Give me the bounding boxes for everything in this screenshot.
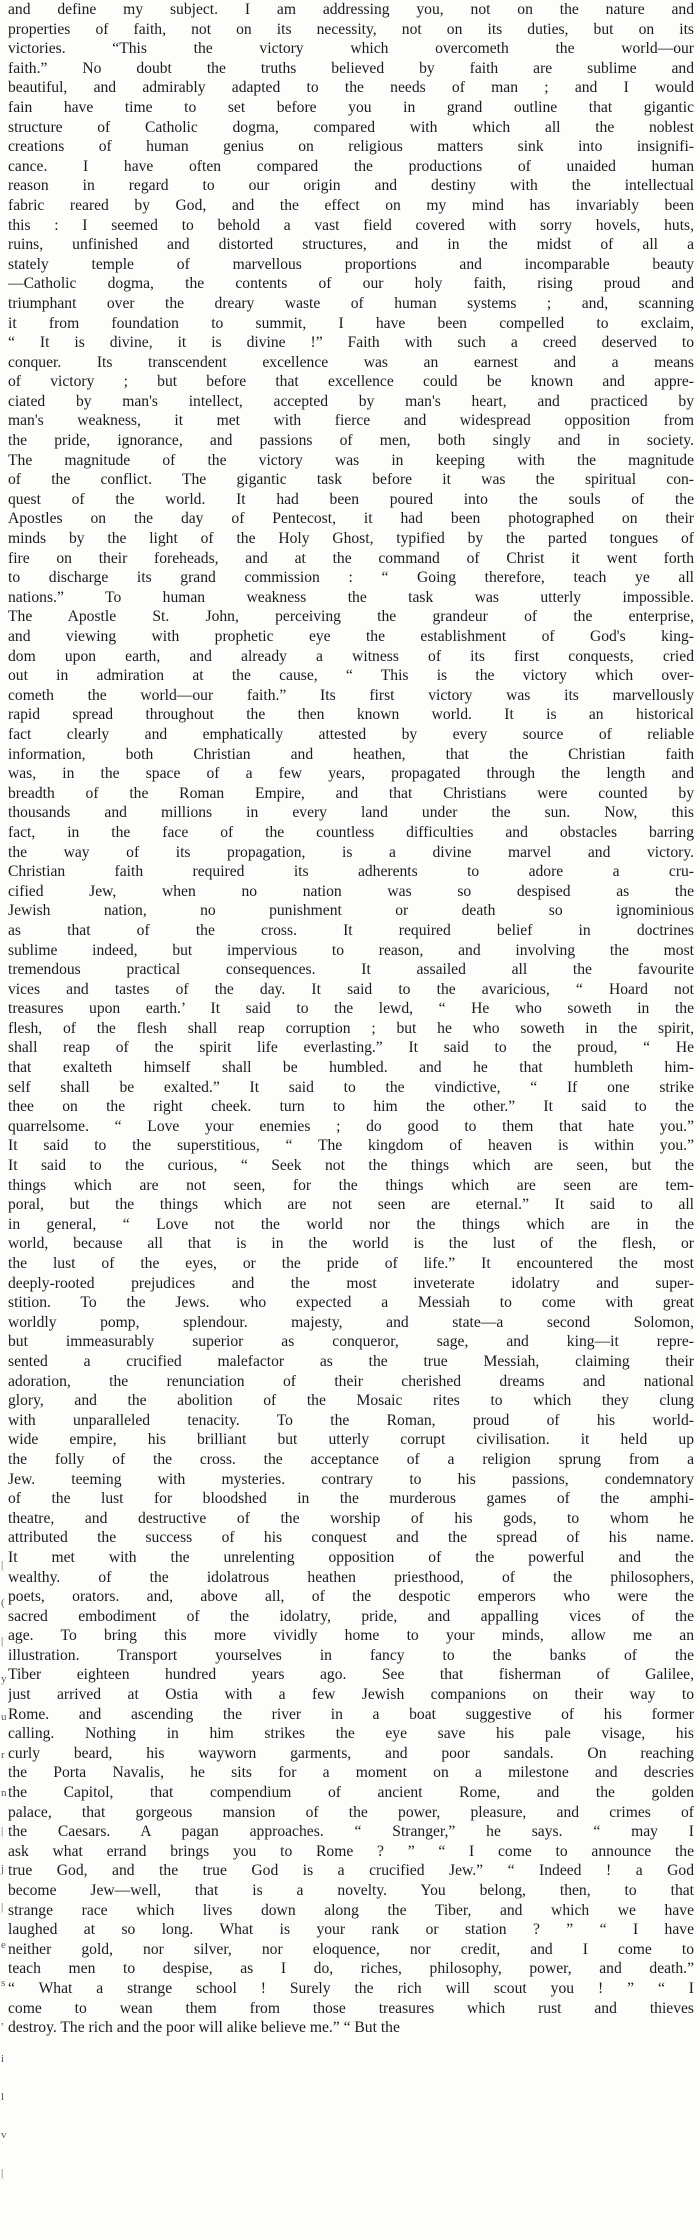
text-line: laughed at so long. What is your rank or station ? ” “ I have (8, 1921, 694, 1939)
text-line: deeply-rooted prejudices and the most inveterate idolatry and super- (8, 1274, 694, 1292)
gutter-fragment: j (1, 1863, 5, 1875)
text-line: teach men to despise, as I do, riches, philosophy, power, and death.” (8, 1960, 694, 1978)
text-line: poral, but the things which are not seen are eternal.” It said to all (8, 1196, 694, 1214)
text-line: this : I seemed to behold a vast field covered with sorry hovels, huts, (8, 216, 694, 234)
text-line: age. To bring this more vividly home to your minds, allow me an (8, 1627, 694, 1645)
text-line: cance. I have often compared the productions of unaided human (8, 157, 694, 175)
text-line: Tiber eighteen hundred years ago. See that fisherman of Galilee, (8, 1666, 694, 1684)
text-line: the pride, ignorance, and passions of men, both singly and in society. (8, 432, 694, 450)
text-line: Jewish nation, no punishment or death so ignominious (8, 902, 694, 920)
gutter-fragment: | (1, 1559, 4, 1571)
text-line: triumphant over the dreary waste of human systems ; and, scanning (8, 294, 694, 312)
text-line: The Apostle St. John, perceiving the grandeur of the enterprise, (8, 608, 694, 626)
text-line: in general, “ Love not the world nor the things which are in the (8, 1215, 694, 1233)
text-line: properties of faith, not on its necessity, not on its duties, but on its (8, 20, 694, 38)
text-line: worldly pomp, splendour. majesty, and state—a second Solomon, (8, 1313, 694, 1331)
gutter-fragment: , (1, 2015, 4, 2027)
text-line: rapid spread throughout the then known world. It is an historical (8, 706, 694, 724)
gutter-fragment: y (1, 1673, 7, 1685)
text-line: sented a crucified malefactor as the true Messiah, claiming their (8, 1352, 694, 1370)
text-line: wide empire, his brilliant but utterly corrupt civilisation. it held up (8, 1431, 694, 1449)
text-line: poets, orators. and, above all, of the despotic emperors who were the (8, 1588, 694, 1606)
text-line: world, because all that is in the world is the lust of the flesh, or (8, 1235, 694, 1253)
text-line: treasures upon earth.’ It said to the lewd, “ He who soweth in the (8, 1000, 694, 1018)
text-line: shall reap of the spirit life everlasting.” It said to the proud, “ He (8, 1039, 694, 1057)
gutter-fragment: | (1, 1635, 4, 1647)
text-line: structure of Catholic dogma, compared with which all the noblest (8, 118, 694, 136)
gutter-fragment: r (1, 1749, 5, 1761)
text-line: cified Jew, when no nation was so despised as the (8, 882, 694, 900)
text-line: tremendous practical consequences. It assailed all the favourite (8, 961, 694, 979)
text-line: and viewing with prophetic eye the establishment of God's king- (8, 628, 694, 645)
left-margin-gutter (0, 0, 8, 2240)
gutter-fragment: n (1, 1787, 7, 1799)
text-line: become Jew—well, that is a novelty. You belong, then, to that (8, 1882, 694, 1899)
text-line: stition. To the Jews. who expected a Messiah to come with great (8, 1294, 694, 1312)
text-line: that exalteth himself shall be humbled. and he that humbleth him- (8, 1059, 694, 1077)
text-line: as that of the cross. It required belief in doctrines (8, 921, 694, 939)
text-line: cometh the world—our faith.” Its first victory was its marvellously (8, 686, 694, 704)
gutter-fragment: ( (1, 1597, 5, 1609)
text-line: ciated by man's intellect, accepted by man's heart, and practiced by (8, 392, 694, 410)
text-line: the lust of the eyes, or the pride of life.” It encountered the most (8, 1255, 694, 1272)
text-line: with unparalleled tenacity. To the Roman, proud of his world- (8, 1411, 694, 1429)
gutter-fragment: | (1, 1825, 4, 1837)
text-line: the Capitol, that compendium of ancient Rome, and the golden (8, 1784, 694, 1802)
text-line: thousands and millions in every land under the sun. Now, this (8, 804, 694, 822)
text-line: fact clearly and emphatically attested by every source of reliable (8, 725, 694, 743)
text-line: and define my subject. I am addressing you, not on the nature and (8, 1, 694, 18)
text-line: Rome. and ascending the river in a boat suggestive of his former (8, 1705, 694, 1723)
text-line: conquer. Its transcendent excellence was an earnest and a means (8, 353, 694, 371)
gutter-fragment: | (1, 1901, 4, 1913)
text-line: It met with the unrelenting opposition of the powerful and the (8, 1548, 694, 1566)
text-line: ask what errand brings you to Rome ? ” “ I come to announce the (8, 1842, 694, 1860)
text-line: glory, and the abolition of the Mosaic rites to which they clung (8, 1392, 694, 1410)
text-line: to discharge its grand commission : “ Going therefore, teach ye all (8, 569, 694, 587)
gutter-fragment: | (1, 2167, 4, 2179)
text-line: fain have time to set before you in grand outline that gigantic (8, 98, 694, 116)
text-line: quest of the world. It had been poured into the souls of the (8, 490, 694, 508)
text-line: It said to the superstitious, “ The kingdom of heaven is within you.” (8, 1137, 694, 1155)
text-line: “ It is divine, it is divine !” Faith with such a creed deserved to (8, 334, 694, 352)
text-line: information, both Christian and heathen, that the Christian faith (8, 745, 694, 763)
gutter-fragment: i (1, 2053, 5, 2065)
text-line: wealthy. of the idolatrous heathen priesthood, of the philosophers, (8, 1568, 694, 1586)
text-line: minds by the light of the Holy Ghost, typified by the parted tongues of (8, 530, 694, 548)
text-line: of the conflict. The gigantic task before it was the spiritual con- (8, 471, 694, 489)
text-line: theatre, and destructive of the worship of his gods, to whom he (8, 1509, 694, 1527)
text-line: but immeasurably superior as conqueror, sage, and king—it repre- (8, 1333, 694, 1351)
text-line: out in admiration at the cause, “ This is the victory which over- (8, 667, 694, 685)
text-line: “ What a strange school ! Surely the rich will scout you ! ” “ I (8, 1979, 694, 1997)
gutter-fragment: s (1, 1977, 6, 1989)
text-line: things which are not seen, for the things which are seen are tem- (8, 1176, 694, 1194)
text-line: fire on their foreheads, and at the command of Christ it went forth (8, 549, 694, 567)
text-line: come to wean them from those treasures which rust and thieves (8, 1999, 694, 2017)
text-line: faith.” No doubt the truths believed by faith are sublime and (8, 59, 694, 77)
text-line: ruins, unfinished and distorted structures, and in the midst of all a (8, 236, 694, 254)
text-line: was, in the space of a few years, propagated through the length and (8, 765, 694, 783)
text-line: The magnitude of the victory was in keeping with the magnitude (8, 451, 694, 469)
text-line: it from foundation to summit, I have been compelled to exclaim, (8, 314, 694, 332)
text-line: beautiful, and admirably adapted to the needs of man ; and I would (8, 79, 694, 97)
text-line: the Caesars. A pagan approaches. “ Stranger,” he says. “ may I (8, 1823, 694, 1841)
text-line: self shall be exalted.” It said to the vindictive, “ If one strike (8, 1078, 694, 1096)
text-line: attributed the success of his conquest and the spread of his name. (8, 1529, 694, 1547)
text-line: It said to the curious, “ Seek not the things which are seen, but the (8, 1157, 694, 1175)
text-line: fact, in the face of the countless difficulties and obstacles barring (8, 823, 694, 841)
text-line: of victory ; but before that excellence could be known and appre- (8, 373, 694, 391)
article-column (8, 0, 694, 2240)
text-line: thee on the right cheek. turn to him the other.” It said to the (8, 1098, 694, 1116)
text-line: stately temple of marvellous proportions and incomparable beauty (8, 255, 694, 273)
text-line: dom upon earth, and already a witness of its first conquests, cried (8, 647, 694, 665)
text-line: calling. Nothing in him strikes the eye save his pale visage, his (8, 1725, 694, 1743)
text-line: reason in regard to our origin and destiny with the intellectual (8, 177, 694, 195)
gutter-fragment: v (1, 2129, 7, 2141)
text-line: palace, that gorgeous mansion of the power, pleasure, and crimes of (8, 1803, 694, 1821)
text-line: Christian faith required its adherents to adore a cru- (8, 863, 694, 881)
text-line: man's weakness, it met with fierce and widespread opposition from (8, 412, 694, 430)
gutter-fragment: e (1, 1939, 6, 1951)
text-line: illustration. Transport yourselves in fancy to the banks of the (8, 1646, 694, 1664)
text-line: strange race which lives down along the Tiber, and which we have (8, 1901, 694, 1919)
text-line: sublime indeed, but impervious to reason, and involving the most (8, 941, 694, 959)
text-line: the way of its propagation, is a divine marvel and victory. (8, 843, 694, 861)
text-line: true God, and the true God is a crucified Jew.” “ Indeed ! a God (8, 1862, 694, 1880)
text-line: creations of human genius on religious matters sink into insignifi- (8, 138, 694, 156)
text-line: of the lust for bloodshed in the murderous games of the amphi- (8, 1490, 694, 1508)
text-line: Apostles on the day of Pentecost, it had been photographed on their (8, 510, 694, 528)
text-line: fabric reared by God, and the effect on my mind has invariably been (8, 196, 694, 214)
gutter-fragment: u (1, 1711, 7, 1723)
text-line: Jew. teeming with mysteries. contrary to his passions, condemnatory (8, 1470, 694, 1488)
text-line: curly beard, his wayworn garments, and poor sandals. On reaching (8, 1744, 694, 1762)
text-line: adoration, the renunciation of their cherished dreams and national (8, 1372, 694, 1390)
text-line: victories. “This the victory which overcometh the world—our (8, 40, 694, 58)
text-line: sacred embodiment of the idolatry, pride, and appalling vices of the (8, 1607, 694, 1625)
text-line: just arrived at Ostia with a few Jewish companions on their way to (8, 1686, 694, 1704)
text-line: vices and tastes of the day. It said to the avaricious, “ Hoard not (8, 980, 694, 998)
text-line: neither gold, nor silver, nor eloquence, nor credit, and I come to (8, 1940, 694, 1958)
text-line: the folly of the cross. the acceptance of a religion sprung from a (8, 1450, 694, 1468)
text-line: destroy. The rich and the poor will alike believe me.” “ But the (8, 2019, 400, 2037)
text-line: flesh, of the flesh shall reap corruption ; but he who soweth in the spirit, (8, 1019, 694, 1037)
gutter-fragment: l (1, 2091, 5, 2103)
text-line: breadth of the Roman Empire, and that Christians were counted by (8, 784, 694, 802)
text-line: quarrelsome. “ Love your enemies ; do good to them that hate you.” (8, 1117, 694, 1135)
text-line: the Porta Navalis, he sits for a moment on a milestone and descries (8, 1764, 694, 1782)
text-line: nations.” To human weakness the task was utterly impossible. (8, 588, 694, 606)
text-line: —Catholic dogma, the contents of our holy faith, rising proud and (8, 275, 694, 293)
